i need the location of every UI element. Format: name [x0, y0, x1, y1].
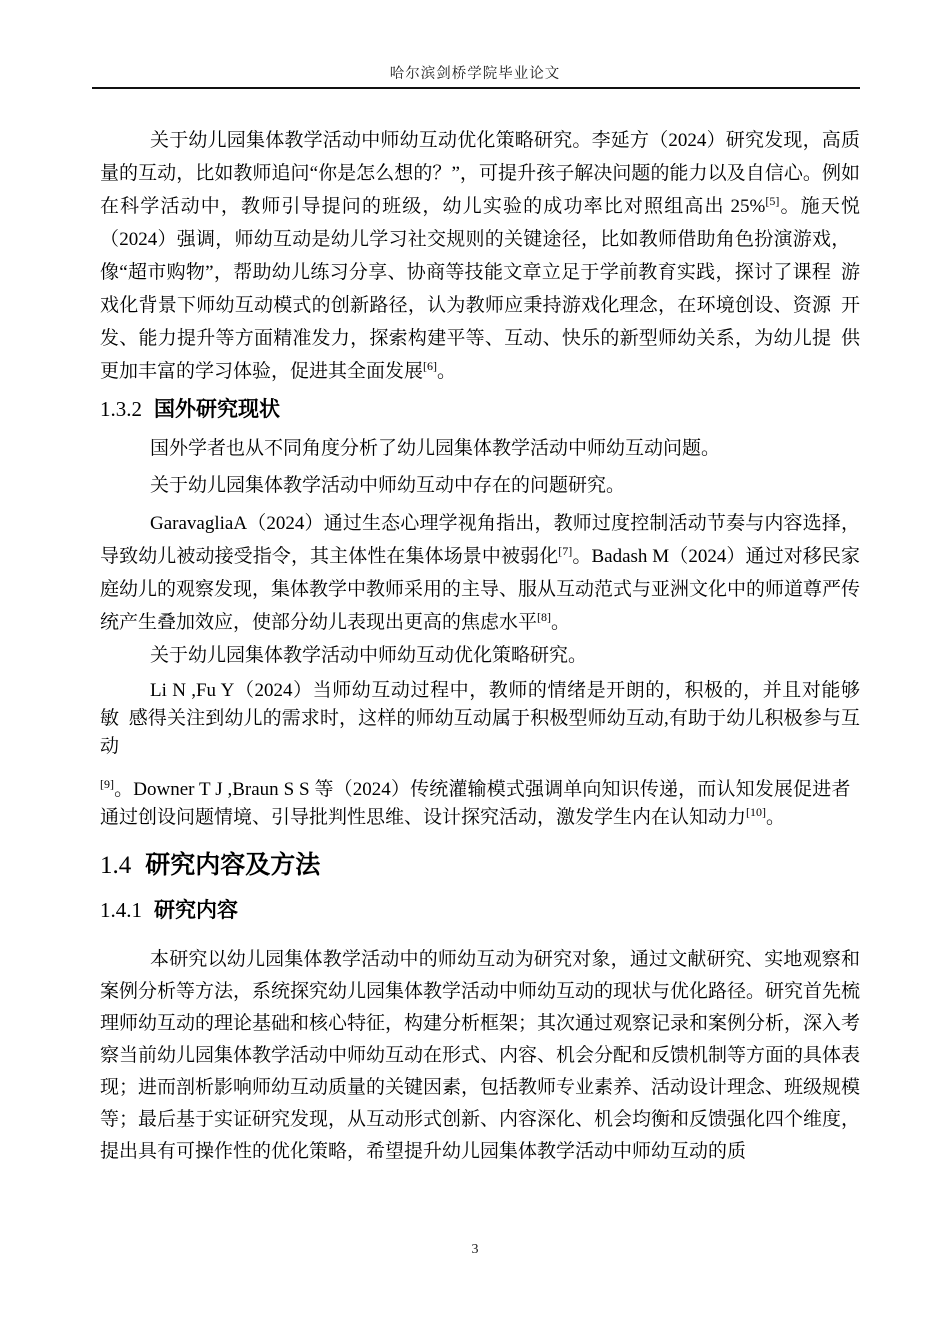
heading-title: 研究内容: [154, 899, 238, 922]
paragraph-research-content: 本研究以幼儿园集体教学活动中的师幼互动为研究对象，通过文献研究、实地观察和案例分析等方法，系统探究幼儿园集体教学活动中师幼互动的现状与优化路径。研究首先梳理师幼互动的理论基础和核心特征，构建分析框架；其次通过观察记录和案例分析，深入考察当前幼儿园集体教学活动中师幼互动在形式、内容、机会分配和反馈机制等方面的具体表现；进而剖析影响师幼互动质量的关键因素，包括教师专业素养、活动设计理念、班级规模等；最后基于实证研究发现，从互动形式创新、内容深化、机会均衡和反馈强化四个维度，提出具有可操作性的优化策略，希望提升幼儿园集体教学活动中师幼互动的质: [100, 949, 861, 1162]
text-segment: 。施天悦（2024）强调，师幼互动是幼儿学习社交规则的关键途径，比如教师借助角色扮演游戏， 像“超市购物”，帮助幼儿练习分享、协商等技能文章立足于学前教育实践，探讨了课程 游戏化背景下师幼互动模式的创新路径，认为教师应秉持游戏化理念，在环境创设、资源 开发、能力提升等方面精准发力，探索构建平等、互动、快乐的新型师幼关系，为幼儿提 供更加丰富的学习体验，促进其全面发展: [100, 196, 860, 382]
text-segment: GaravagliaA（2024）通过生态心理学视角指出，教师过度控制活动节奏与内容选择，导致幼儿被动接受指令，其主体性在集体场景中被弱化: [100, 513, 860, 567]
text-segment: 。: [766, 807, 786, 828]
citation-ref-5: [5]: [765, 194, 780, 208]
heading-title: 研究内容及方法: [145, 851, 321, 879]
citation-ref-10: [10]: [746, 805, 767, 819]
heading-number: 1.4: [100, 852, 132, 879]
citation-ref-7: [7]: [558, 544, 573, 558]
heading-section-1-3-2: [100, 396, 860, 423]
paragraph-foreign-problem-findings: [100, 507, 860, 639]
citation-ref-8: [8]: [537, 610, 552, 624]
heading-number: 1.4.1: [100, 898, 142, 922]
text-segment: 。Badash M（2024）通过对移民家庭幼儿的观察发现，集体教学中教师采用的主导、服从互动范式与亚洲文化中的师道尊严传统产生叠加效应，使部分幼儿表现出更高的焦虑水平: [100, 546, 861, 633]
paragraph-positive-interaction: Li N ,Fu Y（2024）当师幼互动过程中，教师的情绪是开朗的，积极的，并且对能够敏 感得关注到幼儿的需求时，这样的师幼互动属于积极型师幼互动,有助于幼儿积极参与互动: [100, 680, 860, 757]
heading-section-1-4-1: [100, 897, 860, 924]
heading-section-1-4: [100, 849, 860, 882]
citation-ref-9: [9]: [100, 777, 114, 791]
running-header: 哈尔滨剑桥学院毕业论文: [389, 66, 561, 82]
citation-ref-6: [6]: [423, 359, 438, 373]
page-number: 3: [471, 1242, 479, 1257]
paragraph-foreign-optimization-topic: 关于幼儿园集体教学活动中师幼互动优化策略研究。: [150, 645, 588, 666]
heading-number: 1.3.2: [100, 397, 142, 421]
paragraph-knowledge-transmission: [100, 776, 860, 832]
paragraph-foreign-status-intro: 国外学者也从不同角度分析了幼儿园集体教学活动中师幼互动问题。: [150, 438, 721, 459]
paragraph-domestic-optimization: [100, 124, 860, 388]
text-segment: 关于幼儿园集体教学活动中师幼互动优化策略研究。李延方（2024）研究发现，高质量的互动，比如教师追问“你是怎么想的？”，可提升孩子解决问题的能力以及自信心。例如在科学活动中，教师引导提问的班级，幼儿实验的成功率比对照组高出 25%: [100, 130, 860, 217]
text-segment: 。: [437, 361, 457, 382]
text-segment: 。: [551, 612, 571, 633]
paragraph-foreign-problem-topic: 关于幼儿园集体教学活动中师幼互动中存在的问题研究。: [150, 475, 626, 496]
page-body: [100, 88, 860, 1168]
heading-title: 国外研究现状: [154, 398, 280, 421]
text-segment: 。Downer T J ,Braun S S 等（2024）传统灌输模式强调单向知识传递，而认知发展促进者 通过创设问题情境、引导批判性思维、设计探究活动，激发学生内在认知动力: [100, 779, 860, 828]
